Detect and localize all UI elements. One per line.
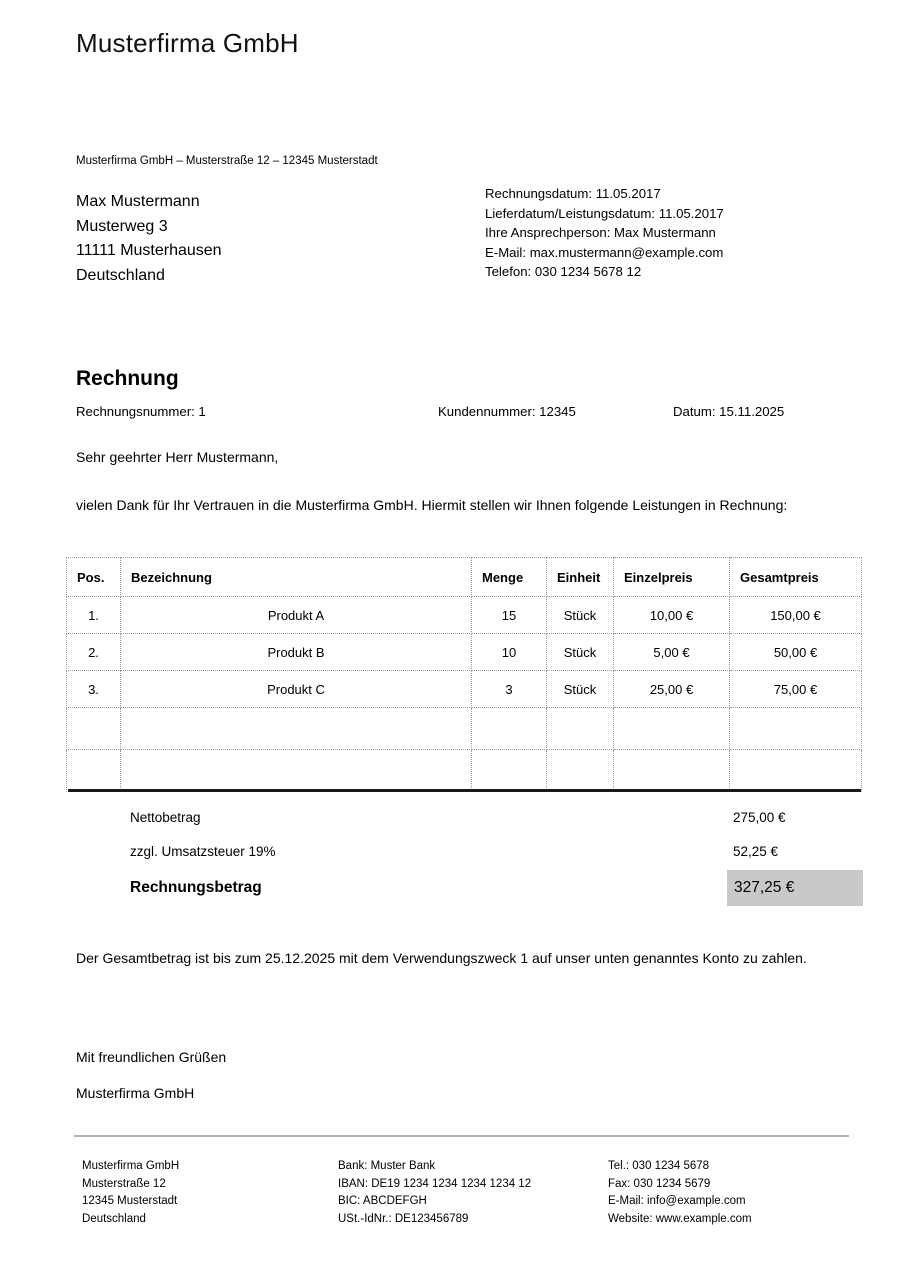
footer-bank-line: IBAN: DE19 1234 1234 1234 1234 12	[338, 1177, 532, 1190]
net-amount-value: 275,00 €	[733, 810, 786, 825]
cell-unit-price: 5,00 €	[614, 634, 730, 671]
footer-bank-line: BIC: ABCDEFGH	[338, 1195, 427, 1207]
intro-paragraph: vielen Dank für Ihr Vertrauen in die Musterfirma GmbH. Hiermit stellen wir Ihnen folgende Leistungen in Rechnung:	[76, 497, 788, 513]
cell-empty	[472, 708, 547, 750]
column-header-menge: Menge	[472, 558, 547, 597]
cell-description: Produkt B	[121, 634, 472, 671]
footer-bank-line: Bank: Muster Bank	[338, 1160, 436, 1172]
totals-row-vat	[0, 844, 900, 866]
footer-contact-line: Tel.: 030 1234 5678	[608, 1160, 710, 1172]
footer-column-bank	[338, 1158, 531, 1228]
meta-email: E-Mail: max.mustermann@example.com	[485, 244, 724, 260]
cell-empty	[614, 750, 730, 792]
recipient-country: Deutschland	[76, 266, 165, 284]
cell-unit: Stück	[547, 597, 614, 634]
cell-unit: Stück	[547, 671, 614, 708]
column-header-bezeichnung: Bezeichnung	[121, 558, 472, 597]
table-row-empty	[67, 708, 862, 750]
sender-return-address-line: Musterfirma GmbH – Musterstraße 12 – 12345 Musterstadt	[76, 155, 378, 167]
invoice-date: Datum: 15.11.2025	[673, 404, 785, 419]
table-bottom-rule	[68, 789, 861, 792]
cell-unit-price: 25,00 €	[614, 671, 730, 708]
closing-greeting: Mit freundlichen Grüßen	[76, 1049, 227, 1065]
line-items-table-body	[67, 597, 862, 792]
footer-contact-line: E-Mail: info@example.com	[608, 1195, 746, 1207]
vat-label: zzgl. Umsatzsteuer 19%	[130, 844, 276, 859]
cell-empty	[730, 750, 862, 792]
customer-number: Kundennummer: 12345	[438, 404, 576, 419]
closing-company-name: Musterfirma GmbH	[76, 1085, 195, 1101]
column-header-einheit: Einheit	[547, 558, 614, 597]
footer-bank-line: USt.-IdNr.: DE123456789	[338, 1212, 469, 1225]
column-header-gesamtpreis: Gesamtpreis	[730, 558, 862, 597]
cell-empty	[121, 750, 472, 792]
table-row-empty	[67, 750, 862, 792]
invoice-reference-row	[76, 404, 824, 420]
invoice-heading: Rechnung	[76, 367, 179, 390]
cell-total-price: 75,00 €	[730, 671, 862, 708]
page-footer	[0, 1158, 900, 1238]
cell-empty	[472, 750, 547, 792]
net-amount-label: Nettobetrag	[130, 810, 201, 825]
table-row	[67, 671, 862, 708]
cell-quantity: 3	[472, 671, 547, 708]
vat-value: 52,25 €	[733, 844, 779, 859]
cell-empty	[614, 708, 730, 750]
footer-column-address	[82, 1158, 179, 1228]
recipient-street: Musterweg 3	[76, 217, 168, 235]
recipient-name: Max Mustermann	[76, 193, 200, 210]
meta-contact-person: Ihre Ansprechperson: Max Mustermann	[485, 225, 716, 241]
line-items-table	[66, 557, 862, 792]
invoice-number: Rechnungsnummer: 1	[76, 404, 206, 419]
cell-total-price: 150,00 €	[730, 597, 862, 634]
cell-pos: 3.	[67, 671, 121, 708]
line-items-table-head	[67, 558, 862, 597]
cell-unit: Stück	[547, 634, 614, 671]
recipient-address-block	[76, 190, 222, 288]
cell-unit-price: 10,00 €	[614, 597, 730, 634]
payment-terms-paragraph: Der Gesamtbetrag ist bis zum 25.12.2025 mit dem Verwendungszweck 1 auf unser unten genanntes Konto zu zahlen.	[76, 950, 807, 966]
table-header-row	[67, 558, 862, 597]
cell-empty	[730, 708, 862, 750]
column-header-pos: Pos.	[67, 558, 121, 597]
totals-section	[0, 808, 900, 918]
cell-empty	[67, 750, 121, 792]
totals-row-grand-total	[0, 876, 900, 898]
footer-address-line: Deutschland	[82, 1212, 146, 1225]
company-letterhead-title: Musterfirma GmbH	[76, 28, 299, 58]
footer-contact-line: Website: www.example.com	[608, 1212, 752, 1225]
meta-invoice-date: Rechnungsdatum: 11.05.2017	[485, 186, 661, 201]
cell-description: Produkt A	[121, 597, 472, 634]
cell-quantity: 15	[472, 597, 547, 634]
recipient-city: 11111 Musterhausen	[76, 242, 222, 259]
footer-address-line: Musterstraße 12	[82, 1177, 166, 1190]
column-header-einzelpreis: Einzelpreis	[614, 558, 730, 597]
footer-address-line: Musterfirma GmbH	[82, 1160, 180, 1172]
invoice-meta-block	[485, 184, 724, 282]
footer-address-line: 12345 Musterstadt	[82, 1195, 178, 1207]
grand-total-value: 327,25 €	[727, 870, 863, 906]
cell-empty	[547, 708, 614, 750]
totals-row-net	[0, 810, 900, 832]
cell-quantity: 10	[472, 634, 547, 671]
table-row	[67, 597, 862, 634]
cell-empty	[67, 708, 121, 750]
cell-total-price: 50,00 €	[730, 634, 862, 671]
table-row	[67, 634, 862, 671]
cell-description: Produkt C	[121, 671, 472, 708]
cell-empty	[547, 750, 614, 792]
meta-phone: Telefon: 030 1234 5678 12	[485, 264, 642, 280]
grand-total-label: Rechnungsbetrag	[130, 879, 262, 896]
meta-delivery-date: Lieferdatum/Leistungsdatum: 11.05.2017	[485, 205, 724, 221]
footer-column-contact	[608, 1158, 752, 1228]
cell-pos: 1.	[67, 597, 121, 634]
cell-pos: 2.	[67, 634, 121, 671]
footer-divider	[74, 1135, 849, 1137]
footer-contact-line: Fax: 030 1234 5679	[608, 1177, 711, 1190]
salutation: Sehr geehrter Herr Mustermann,	[76, 449, 279, 465]
cell-empty	[121, 708, 472, 750]
